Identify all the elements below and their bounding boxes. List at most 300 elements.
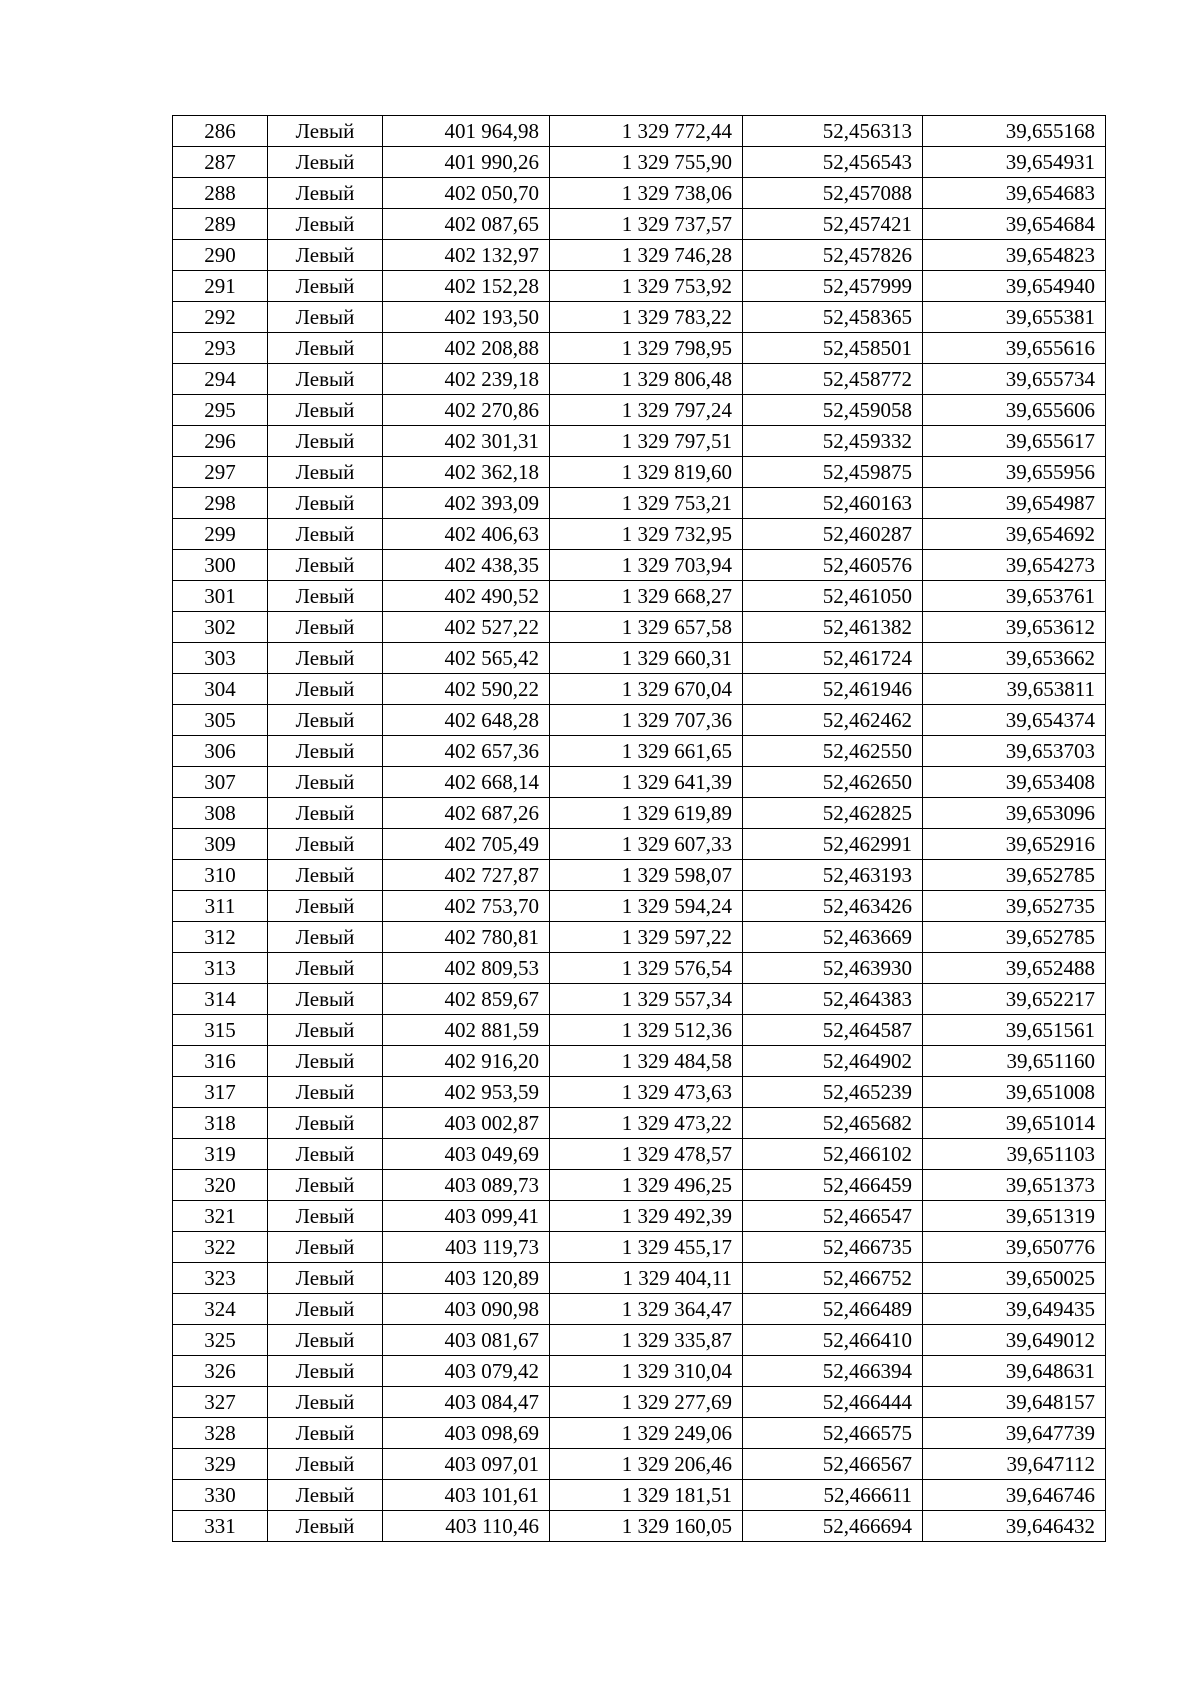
longitude-cell: 39,652217 <box>923 984 1106 1015</box>
point-number-cell: 331 <box>173 1511 268 1542</box>
point-number-cell: 296 <box>173 426 268 457</box>
x-coordinate-cell: 402 393,09 <box>383 488 550 519</box>
point-number-cell: 317 <box>173 1077 268 1108</box>
latitude-cell: 52,458365 <box>743 302 923 333</box>
x-coordinate-cell: 402 648,28 <box>383 705 550 736</box>
side-cell: Левый <box>268 1170 383 1201</box>
y-coordinate-cell: 1 329 455,17 <box>550 1232 743 1263</box>
point-number-cell: 330 <box>173 1480 268 1511</box>
point-number-cell: 292 <box>173 302 268 333</box>
side-cell: Левый <box>268 581 383 612</box>
latitude-cell: 52,463669 <box>743 922 923 953</box>
x-coordinate-cell: 403 098,69 <box>383 1418 550 1449</box>
table-row <box>173 1449 1106 1480</box>
latitude-cell: 52,462991 <box>743 829 923 860</box>
longitude-cell: 39,655381 <box>923 302 1106 333</box>
x-coordinate-cell: 402 859,67 <box>383 984 550 1015</box>
x-coordinate-cell: 403 081,67 <box>383 1325 550 1356</box>
table-row <box>173 1387 1106 1418</box>
latitude-cell: 52,463426 <box>743 891 923 922</box>
side-cell: Левый <box>268 736 383 767</box>
y-coordinate-cell: 1 329 598,07 <box>550 860 743 891</box>
table-row <box>173 1201 1106 1232</box>
table-row <box>173 1108 1106 1139</box>
x-coordinate-cell: 401 990,26 <box>383 147 550 178</box>
longitude-cell: 39,647739 <box>923 1418 1106 1449</box>
side-cell: Левый <box>268 1325 383 1356</box>
table-row <box>173 922 1106 953</box>
table-row <box>173 953 1106 984</box>
table-row <box>173 488 1106 519</box>
latitude-cell: 52,457999 <box>743 271 923 302</box>
longitude-cell: 39,649435 <box>923 1294 1106 1325</box>
coordinates-table-body <box>173 116 1106 1542</box>
point-number-cell: 322 <box>173 1232 268 1263</box>
x-coordinate-cell: 403 089,73 <box>383 1170 550 1201</box>
side-cell: Левый <box>268 674 383 705</box>
table-row <box>173 643 1106 674</box>
point-number-cell: 305 <box>173 705 268 736</box>
longitude-cell: 39,655617 <box>923 426 1106 457</box>
longitude-cell: 39,654684 <box>923 209 1106 240</box>
point-number-cell: 311 <box>173 891 268 922</box>
side-cell: Левый <box>268 550 383 581</box>
latitude-cell: 52,462550 <box>743 736 923 767</box>
longitude-cell: 39,655168 <box>923 116 1106 147</box>
point-number-cell: 300 <box>173 550 268 581</box>
y-coordinate-cell: 1 329 707,36 <box>550 705 743 736</box>
side-cell: Левый <box>268 240 383 271</box>
latitude-cell: 52,462462 <box>743 705 923 736</box>
x-coordinate-cell: 402 208,88 <box>383 333 550 364</box>
x-coordinate-cell: 403 090,98 <box>383 1294 550 1325</box>
longitude-cell: 39,650025 <box>923 1263 1106 1294</box>
table-row <box>173 364 1106 395</box>
x-coordinate-cell: 403 079,42 <box>383 1356 550 1387</box>
longitude-cell: 39,653612 <box>923 612 1106 643</box>
longitude-cell: 39,652488 <box>923 953 1106 984</box>
latitude-cell: 52,466567 <box>743 1449 923 1480</box>
point-number-cell: 315 <box>173 1015 268 1046</box>
latitude-cell: 52,466547 <box>743 1201 923 1232</box>
side-cell: Левый <box>268 1232 383 1263</box>
longitude-cell: 39,653408 <box>923 767 1106 798</box>
x-coordinate-cell: 401 964,98 <box>383 116 550 147</box>
table-row <box>173 1139 1106 1170</box>
latitude-cell: 52,457088 <box>743 178 923 209</box>
side-cell: Левый <box>268 1201 383 1232</box>
x-coordinate-cell: 403 084,47 <box>383 1387 550 1418</box>
longitude-cell: 39,646746 <box>923 1480 1106 1511</box>
y-coordinate-cell: 1 329 181,51 <box>550 1480 743 1511</box>
point-number-cell: 306 <box>173 736 268 767</box>
y-coordinate-cell: 1 329 484,58 <box>550 1046 743 1077</box>
latitude-cell: 52,464383 <box>743 984 923 1015</box>
latitude-cell: 52,459875 <box>743 457 923 488</box>
longitude-cell: 39,652785 <box>923 860 1106 891</box>
table-row <box>173 612 1106 643</box>
x-coordinate-cell: 402 406,63 <box>383 519 550 550</box>
latitude-cell: 52,456313 <box>743 116 923 147</box>
longitude-cell: 39,655734 <box>923 364 1106 395</box>
longitude-cell: 39,654940 <box>923 271 1106 302</box>
y-coordinate-cell: 1 329 478,57 <box>550 1139 743 1170</box>
latitude-cell: 52,465239 <box>743 1077 923 1108</box>
side-cell: Левый <box>268 1418 383 1449</box>
latitude-cell: 52,461946 <box>743 674 923 705</box>
table-row <box>173 705 1106 736</box>
point-number-cell: 288 <box>173 178 268 209</box>
table-row <box>173 860 1106 891</box>
latitude-cell: 52,466752 <box>743 1263 923 1294</box>
table-row <box>173 984 1106 1015</box>
y-coordinate-cell: 1 329 473,63 <box>550 1077 743 1108</box>
longitude-cell: 39,653096 <box>923 798 1106 829</box>
latitude-cell: 52,464902 <box>743 1046 923 1077</box>
latitude-cell: 52,466735 <box>743 1232 923 1263</box>
x-coordinate-cell: 402 687,26 <box>383 798 550 829</box>
x-coordinate-cell: 402 668,14 <box>383 767 550 798</box>
table-row <box>173 1170 1106 1201</box>
table-row <box>173 736 1106 767</box>
point-number-cell: 293 <box>173 333 268 364</box>
latitude-cell: 52,456543 <box>743 147 923 178</box>
table-row <box>173 1511 1106 1542</box>
side-cell: Левый <box>268 798 383 829</box>
x-coordinate-cell: 403 120,89 <box>383 1263 550 1294</box>
side-cell: Левый <box>268 302 383 333</box>
y-coordinate-cell: 1 329 641,39 <box>550 767 743 798</box>
y-coordinate-cell: 1 329 473,22 <box>550 1108 743 1139</box>
longitude-cell: 39,652916 <box>923 829 1106 860</box>
longitude-cell: 39,654823 <box>923 240 1106 271</box>
y-coordinate-cell: 1 329 738,06 <box>550 178 743 209</box>
y-coordinate-cell: 1 329 819,60 <box>550 457 743 488</box>
latitude-cell: 52,458501 <box>743 333 923 364</box>
latitude-cell: 52,466102 <box>743 1139 923 1170</box>
longitude-cell: 39,653761 <box>923 581 1106 612</box>
y-coordinate-cell: 1 329 703,94 <box>550 550 743 581</box>
longitude-cell: 39,651103 <box>923 1139 1106 1170</box>
latitude-cell: 52,457421 <box>743 209 923 240</box>
longitude-cell: 39,654374 <box>923 705 1106 736</box>
y-coordinate-cell: 1 329 607,33 <box>550 829 743 860</box>
x-coordinate-cell: 402 270,86 <box>383 395 550 426</box>
longitude-cell: 39,654273 <box>923 550 1106 581</box>
longitude-cell: 39,654987 <box>923 488 1106 519</box>
latitude-cell: 52,459332 <box>743 426 923 457</box>
x-coordinate-cell: 402 753,70 <box>383 891 550 922</box>
longitude-cell: 39,652785 <box>923 922 1106 953</box>
y-coordinate-cell: 1 329 277,69 <box>550 1387 743 1418</box>
y-coordinate-cell: 1 329 364,47 <box>550 1294 743 1325</box>
point-number-cell: 318 <box>173 1108 268 1139</box>
latitude-cell: 52,466394 <box>743 1356 923 1387</box>
longitude-cell: 39,648631 <box>923 1356 1106 1387</box>
y-coordinate-cell: 1 329 594,24 <box>550 891 743 922</box>
longitude-cell: 39,655606 <box>923 395 1106 426</box>
longitude-cell: 39,650776 <box>923 1232 1106 1263</box>
side-cell: Левый <box>268 643 383 674</box>
table-row <box>173 519 1106 550</box>
table-row <box>173 240 1106 271</box>
side-cell: Левый <box>268 1356 383 1387</box>
latitude-cell: 52,457826 <box>743 240 923 271</box>
x-coordinate-cell: 403 101,61 <box>383 1480 550 1511</box>
side-cell: Левый <box>268 860 383 891</box>
longitude-cell: 39,647112 <box>923 1449 1106 1480</box>
table-row <box>173 426 1106 457</box>
side-cell: Левый <box>268 209 383 240</box>
point-number-cell: 326 <box>173 1356 268 1387</box>
y-coordinate-cell: 1 329 798,95 <box>550 333 743 364</box>
point-number-cell: 329 <box>173 1449 268 1480</box>
table-row <box>173 457 1106 488</box>
side-cell: Левый <box>268 519 383 550</box>
side-cell: Левый <box>268 457 383 488</box>
table-row <box>173 1046 1106 1077</box>
longitude-cell: 39,651008 <box>923 1077 1106 1108</box>
point-number-cell: 290 <box>173 240 268 271</box>
y-coordinate-cell: 1 329 661,65 <box>550 736 743 767</box>
side-cell: Левый <box>268 488 383 519</box>
point-number-cell: 294 <box>173 364 268 395</box>
side-cell: Левый <box>268 829 383 860</box>
y-coordinate-cell: 1 329 496,25 <box>550 1170 743 1201</box>
longitude-cell: 39,646432 <box>923 1511 1106 1542</box>
x-coordinate-cell: 402 301,31 <box>383 426 550 457</box>
x-coordinate-cell: 403 119,73 <box>383 1232 550 1263</box>
table-row <box>173 116 1106 147</box>
side-cell: Левый <box>268 426 383 457</box>
table-row <box>173 1015 1106 1046</box>
x-coordinate-cell: 402 132,97 <box>383 240 550 271</box>
x-coordinate-cell: 402 050,70 <box>383 178 550 209</box>
x-coordinate-cell: 402 727,87 <box>383 860 550 891</box>
y-coordinate-cell: 1 329 668,27 <box>550 581 743 612</box>
side-cell: Левый <box>268 147 383 178</box>
point-number-cell: 325 <box>173 1325 268 1356</box>
longitude-cell: 39,652735 <box>923 891 1106 922</box>
side-cell: Левый <box>268 767 383 798</box>
point-number-cell: 327 <box>173 1387 268 1418</box>
point-number-cell: 307 <box>173 767 268 798</box>
side-cell: Левый <box>268 705 383 736</box>
y-coordinate-cell: 1 329 557,34 <box>550 984 743 1015</box>
x-coordinate-cell: 402 490,52 <box>383 581 550 612</box>
table-row <box>173 829 1106 860</box>
latitude-cell: 52,462650 <box>743 767 923 798</box>
latitude-cell: 52,466444 <box>743 1387 923 1418</box>
table-row <box>173 1263 1106 1294</box>
point-number-cell: 321 <box>173 1201 268 1232</box>
x-coordinate-cell: 402 705,49 <box>383 829 550 860</box>
x-coordinate-cell: 402 362,18 <box>383 457 550 488</box>
table-row <box>173 178 1106 209</box>
x-coordinate-cell: 403 002,87 <box>383 1108 550 1139</box>
y-coordinate-cell: 1 329 755,90 <box>550 147 743 178</box>
latitude-cell: 52,465682 <box>743 1108 923 1139</box>
y-coordinate-cell: 1 329 492,39 <box>550 1201 743 1232</box>
y-coordinate-cell: 1 329 657,58 <box>550 612 743 643</box>
side-cell: Левый <box>268 1511 383 1542</box>
point-number-cell: 291 <box>173 271 268 302</box>
longitude-cell: 39,648157 <box>923 1387 1106 1418</box>
y-coordinate-cell: 1 329 753,21 <box>550 488 743 519</box>
table-row <box>173 302 1106 333</box>
y-coordinate-cell: 1 329 310,04 <box>550 1356 743 1387</box>
table-row <box>173 147 1106 178</box>
latitude-cell: 52,458772 <box>743 364 923 395</box>
y-coordinate-cell: 1 329 753,92 <box>550 271 743 302</box>
x-coordinate-cell: 402 657,36 <box>383 736 550 767</box>
latitude-cell: 52,459058 <box>743 395 923 426</box>
point-number-cell: 304 <box>173 674 268 705</box>
x-coordinate-cell: 403 049,69 <box>383 1139 550 1170</box>
point-number-cell: 297 <box>173 457 268 488</box>
latitude-cell: 52,461050 <box>743 581 923 612</box>
x-coordinate-cell: 402 881,59 <box>383 1015 550 1046</box>
point-number-cell: 323 <box>173 1263 268 1294</box>
point-number-cell: 316 <box>173 1046 268 1077</box>
latitude-cell: 52,462825 <box>743 798 923 829</box>
y-coordinate-cell: 1 329 597,22 <box>550 922 743 953</box>
point-number-cell: 286 <box>173 116 268 147</box>
y-coordinate-cell: 1 329 512,36 <box>550 1015 743 1046</box>
table-row <box>173 209 1106 240</box>
table-row <box>173 891 1106 922</box>
point-number-cell: 319 <box>173 1139 268 1170</box>
side-cell: Левый <box>268 1046 383 1077</box>
latitude-cell: 52,461724 <box>743 643 923 674</box>
latitude-cell: 52,466459 <box>743 1170 923 1201</box>
x-coordinate-cell: 402 527,22 <box>383 612 550 643</box>
latitude-cell: 52,461382 <box>743 612 923 643</box>
table-row <box>173 1294 1106 1325</box>
table-row <box>173 1418 1106 1449</box>
table-row <box>173 550 1106 581</box>
x-coordinate-cell: 402 087,65 <box>383 209 550 240</box>
point-number-cell: 310 <box>173 860 268 891</box>
table-row <box>173 1077 1106 1108</box>
y-coordinate-cell: 1 329 576,54 <box>550 953 743 984</box>
y-coordinate-cell: 1 329 404,11 <box>550 1263 743 1294</box>
table-row <box>173 271 1106 302</box>
y-coordinate-cell: 1 329 806,48 <box>550 364 743 395</box>
side-cell: Левый <box>268 953 383 984</box>
x-coordinate-cell: 402 809,53 <box>383 953 550 984</box>
x-coordinate-cell: 402 780,81 <box>383 922 550 953</box>
x-coordinate-cell: 403 097,01 <box>383 1449 550 1480</box>
side-cell: Левый <box>268 1139 383 1170</box>
point-number-cell: 324 <box>173 1294 268 1325</box>
longitude-cell: 39,651373 <box>923 1170 1106 1201</box>
y-coordinate-cell: 1 329 619,89 <box>550 798 743 829</box>
side-cell: Левый <box>268 1077 383 1108</box>
table-row <box>173 767 1106 798</box>
y-coordinate-cell: 1 329 160,05 <box>550 1511 743 1542</box>
y-coordinate-cell: 1 329 783,22 <box>550 302 743 333</box>
latitude-cell: 52,460287 <box>743 519 923 550</box>
table-row <box>173 581 1106 612</box>
longitude-cell: 39,653811 <box>923 674 1106 705</box>
table-row <box>173 1325 1106 1356</box>
side-cell: Левый <box>268 395 383 426</box>
side-cell: Левый <box>268 1387 383 1418</box>
latitude-cell: 52,466489 <box>743 1294 923 1325</box>
latitude-cell: 52,463193 <box>743 860 923 891</box>
side-cell: Левый <box>268 984 383 1015</box>
y-coordinate-cell: 1 329 670,04 <box>550 674 743 705</box>
x-coordinate-cell: 402 438,35 <box>383 550 550 581</box>
latitude-cell: 52,466694 <box>743 1511 923 1542</box>
side-cell: Левый <box>268 922 383 953</box>
side-cell: Левый <box>268 1480 383 1511</box>
side-cell: Левый <box>268 1449 383 1480</box>
point-number-cell: 328 <box>173 1418 268 1449</box>
latitude-cell: 52,466410 <box>743 1325 923 1356</box>
side-cell: Левый <box>268 891 383 922</box>
table-row <box>173 1480 1106 1511</box>
x-coordinate-cell: 402 590,22 <box>383 674 550 705</box>
x-coordinate-cell: 402 239,18 <box>383 364 550 395</box>
side-cell: Левый <box>268 116 383 147</box>
y-coordinate-cell: 1 329 249,06 <box>550 1418 743 1449</box>
side-cell: Левый <box>268 1294 383 1325</box>
latitude-cell: 52,466611 <box>743 1480 923 1511</box>
x-coordinate-cell: 403 110,46 <box>383 1511 550 1542</box>
side-cell: Левый <box>268 178 383 209</box>
longitude-cell: 39,651160 <box>923 1046 1106 1077</box>
y-coordinate-cell: 1 329 797,51 <box>550 426 743 457</box>
x-coordinate-cell: 402 916,20 <box>383 1046 550 1077</box>
side-cell: Левый <box>268 1263 383 1294</box>
y-coordinate-cell: 1 329 737,57 <box>550 209 743 240</box>
longitude-cell: 39,651561 <box>923 1015 1106 1046</box>
y-coordinate-cell: 1 329 732,95 <box>550 519 743 550</box>
point-number-cell: 289 <box>173 209 268 240</box>
point-number-cell: 312 <box>173 922 268 953</box>
latitude-cell: 52,464587 <box>743 1015 923 1046</box>
longitude-cell: 39,654692 <box>923 519 1106 550</box>
latitude-cell: 52,463930 <box>743 953 923 984</box>
y-coordinate-cell: 1 329 746,28 <box>550 240 743 271</box>
table-row <box>173 674 1106 705</box>
side-cell: Левый <box>268 364 383 395</box>
side-cell: Левый <box>268 333 383 364</box>
y-coordinate-cell: 1 329 206,46 <box>550 1449 743 1480</box>
longitude-cell: 39,651014 <box>923 1108 1106 1139</box>
longitude-cell: 39,653703 <box>923 736 1106 767</box>
y-coordinate-cell: 1 329 660,31 <box>550 643 743 674</box>
point-number-cell: 314 <box>173 984 268 1015</box>
latitude-cell: 52,466575 <box>743 1418 923 1449</box>
point-number-cell: 287 <box>173 147 268 178</box>
x-coordinate-cell: 402 953,59 <box>383 1077 550 1108</box>
point-number-cell: 308 <box>173 798 268 829</box>
point-number-cell: 309 <box>173 829 268 860</box>
x-coordinate-cell: 403 099,41 <box>383 1201 550 1232</box>
coordinates-table <box>172 115 1106 1542</box>
table-row <box>173 1232 1106 1263</box>
latitude-cell: 52,460576 <box>743 550 923 581</box>
point-number-cell: 295 <box>173 395 268 426</box>
point-number-cell: 298 <box>173 488 268 519</box>
x-coordinate-cell: 402 565,42 <box>383 643 550 674</box>
longitude-cell: 39,655956 <box>923 457 1106 488</box>
point-number-cell: 302 <box>173 612 268 643</box>
table-row <box>173 1356 1106 1387</box>
